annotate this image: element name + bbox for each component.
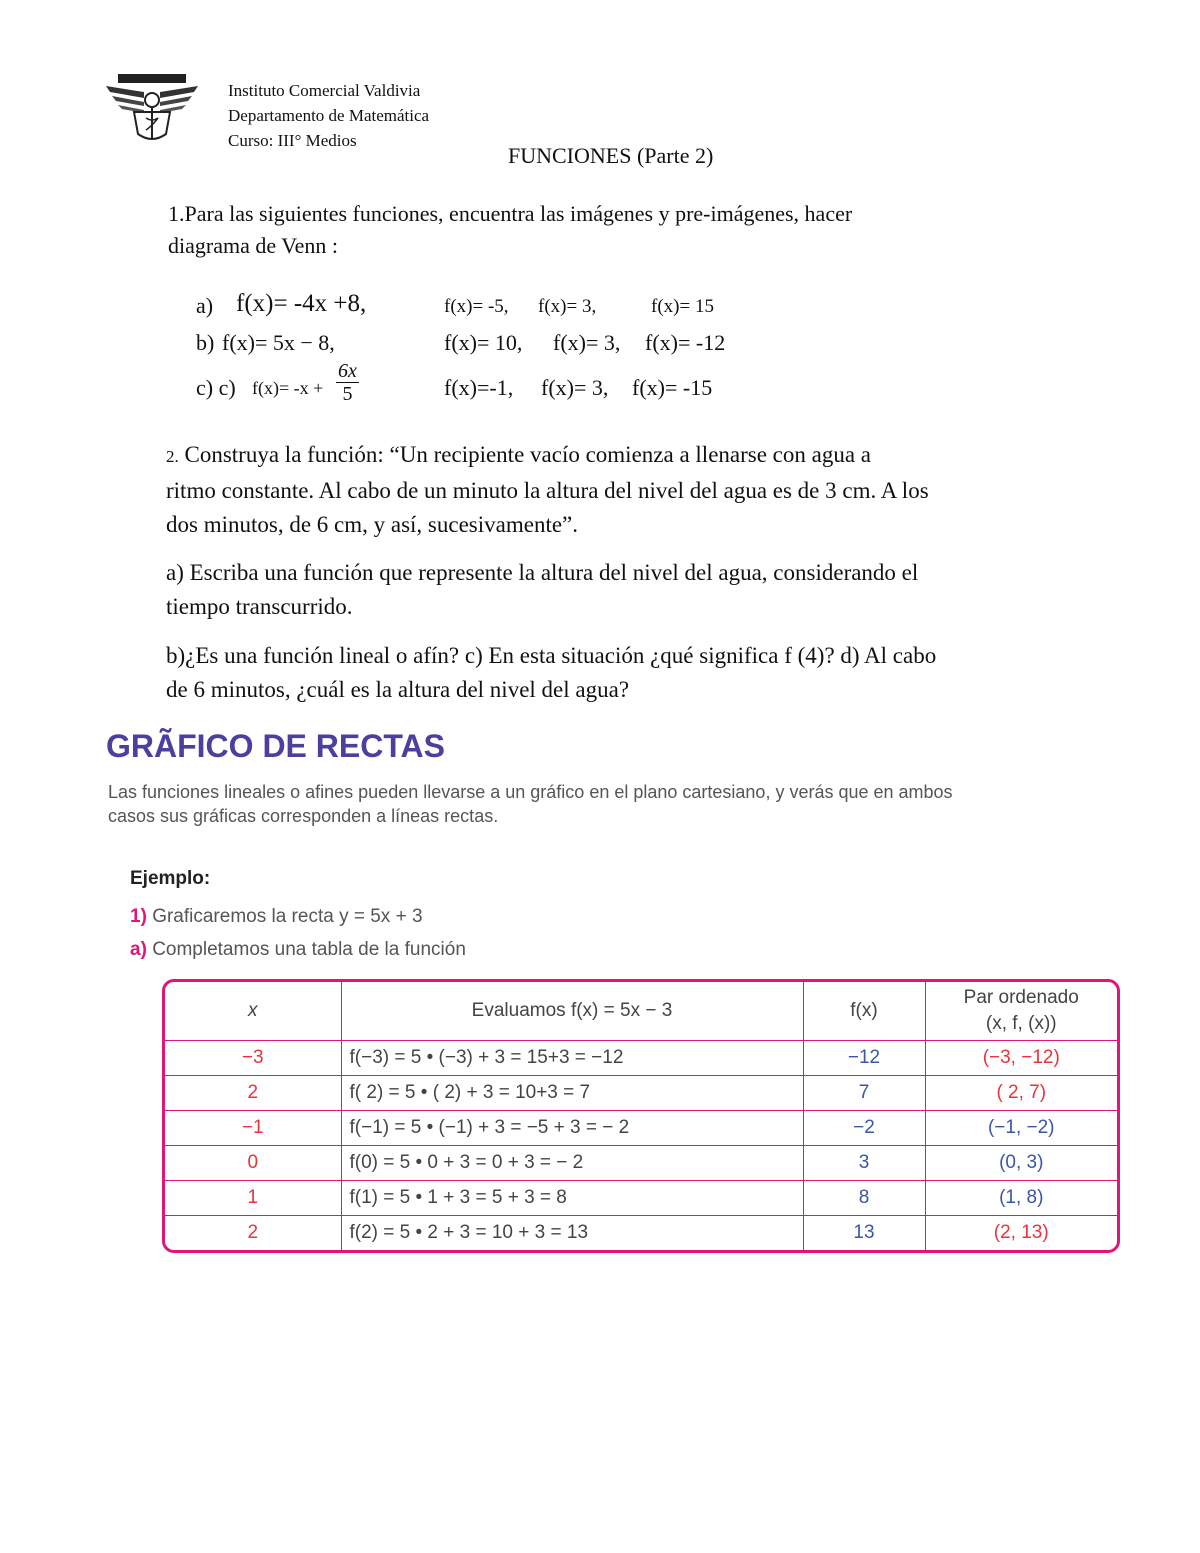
cell-x: −1 (165, 1110, 341, 1145)
cell-par: (1, 8) (925, 1181, 1117, 1216)
question-2-number: 2. (166, 447, 179, 466)
cell-x: 2 (165, 1216, 341, 1250)
page-title: FUNCIONES (Parte 2) (508, 143, 714, 168)
cell-par: ( 2, 7) (925, 1075, 1117, 1110)
header-eval: Evaluamos f(x) = 5x − 3 (341, 982, 803, 1040)
cell-x: 0 (165, 1145, 341, 1180)
cell-par: (−1, −2) (925, 1110, 1117, 1145)
table-header-row (165, 982, 1117, 1040)
table-row (165, 1110, 1117, 1145)
cell-eval: f( 2) = 5 • ( 2) + 3 = 10+3 = 7 (341, 1075, 803, 1110)
item-b-value-1: f(x)= 10, (444, 330, 523, 355)
course-name: Curso: III° Medios (228, 131, 357, 150)
example-step-a: a) Completamos una tabla de la función (130, 939, 466, 960)
fraction-numerator: 6x (338, 360, 357, 382)
cell-par: (−3, −12) (925, 1040, 1117, 1075)
institute-name: Instituto Comercial Valdivia (228, 81, 421, 100)
table-row (165, 1075, 1117, 1110)
cell-fx: −2 (803, 1110, 925, 1145)
cell-par: (2, 13) (925, 1216, 1117, 1250)
cell-eval: f(0) = 5 • 0 + 3 = 0 + 3 = − 2 (341, 1145, 803, 1180)
cell-eval: f(−1) = 5 • (−1) + 3 = −5 + 3 = − 2 (341, 1110, 803, 1145)
item-b-value-2: f(x)= 3, (553, 330, 621, 355)
header-x: x (165, 982, 341, 1040)
example-heading: Ejemplo: (130, 868, 211, 889)
item-b-label: b) (196, 330, 215, 355)
header-fx: f(x) (803, 982, 925, 1040)
cell-x: −3 (165, 1040, 341, 1075)
question-2-part-a: a) Escriba una función que represente la altura del nivel del agua, considerando el tiempo transcurrido. (166, 560, 919, 619)
cell-fx: 7 (803, 1075, 925, 1110)
item-b-function: f(x)= 5x − 8, (222, 330, 335, 355)
function-table (165, 982, 1117, 1250)
question-2-part-b: b)¿Es una función lineal o afín? c) En esta situación ¿qué significa f (4)? d) Al cabo de 6 minutos, ¿cuál es la altura del nivel del agua? (166, 643, 937, 702)
question-2-statement: 2. Construya la función: “Un recipiente vacío comienza a llenarse con agua a ritmo constante. Al cabo de un minuto la altura del nivel del agua es de 3 cm. A los dos minutos, de 6 cm, y así, sucesivamente”. (166, 442, 929, 537)
cell-eval: f(2) = 5 • 2 + 3 = 10 + 3 = 13 (341, 1216, 803, 1250)
example-step-1: 1) Graficaremos la recta y = 5x + 3 (130, 906, 423, 927)
fraction-denominator: 5 (342, 383, 353, 405)
item-c-value-2: f(x)= 3, (541, 375, 609, 400)
cell-fx: −12 (803, 1040, 925, 1075)
header-block (228, 78, 429, 153)
cell-eval: f(1) = 5 • 1 + 3 = 5 + 3 = 8 (341, 1181, 803, 1216)
item-c-label: c) c) (196, 375, 236, 400)
table-row (165, 1040, 1117, 1075)
table-row (165, 1216, 1117, 1250)
item-c-function: f(x)= -x + (252, 378, 324, 398)
logo-emblem-icon (104, 72, 200, 148)
cell-fx: 13 (803, 1216, 925, 1250)
cell-fx: 3 (803, 1145, 925, 1180)
question-1-intro: 1.Para las siguientes funciones, encuentra las imágenes y pre-imágenes, hacer diagrama de Venn : (168, 201, 853, 258)
item-a-value-1: f(x)= -5, (444, 296, 509, 317)
institute-logo (104, 72, 200, 148)
header-par: Par ordenado (x, f, (x)) (925, 982, 1117, 1040)
cell-x: 2 (165, 1075, 341, 1110)
item-c-fraction (336, 360, 359, 405)
cell-par: (0, 3) (925, 1145, 1117, 1180)
section-description: Las funciones lineales o afines pueden llevarse a un gráfico en el plano cartesiano, y verás que en ambos casos sus gráficas corresponden a líneas rectas. (108, 782, 953, 826)
cell-x: 1 (165, 1181, 341, 1216)
function-table-frame (162, 979, 1120, 1253)
item-a-function: f(x)= -4x +8, (236, 290, 367, 317)
table-row (165, 1181, 1117, 1216)
item-a-label: a) (196, 293, 214, 318)
item-a-value-3: f(x)= 15 (651, 296, 714, 317)
section-title: GRÃFICO DE RECTAS (106, 728, 445, 764)
item-b-value-3: f(x)= -12 (645, 330, 726, 355)
item-c-value-3: f(x)= -15 (632, 375, 713, 400)
cell-eval: f(−3) = 5 • (−3) + 3 = 15+3 = −12 (341, 1040, 803, 1075)
table-row (165, 1145, 1117, 1180)
cell-fx: 8 (803, 1181, 925, 1216)
department-name: Departamento de Matemática (228, 106, 430, 125)
item-c-value-1: f(x)=-1, (444, 375, 514, 400)
item-a-value-2: f(x)= 3, (538, 296, 597, 317)
